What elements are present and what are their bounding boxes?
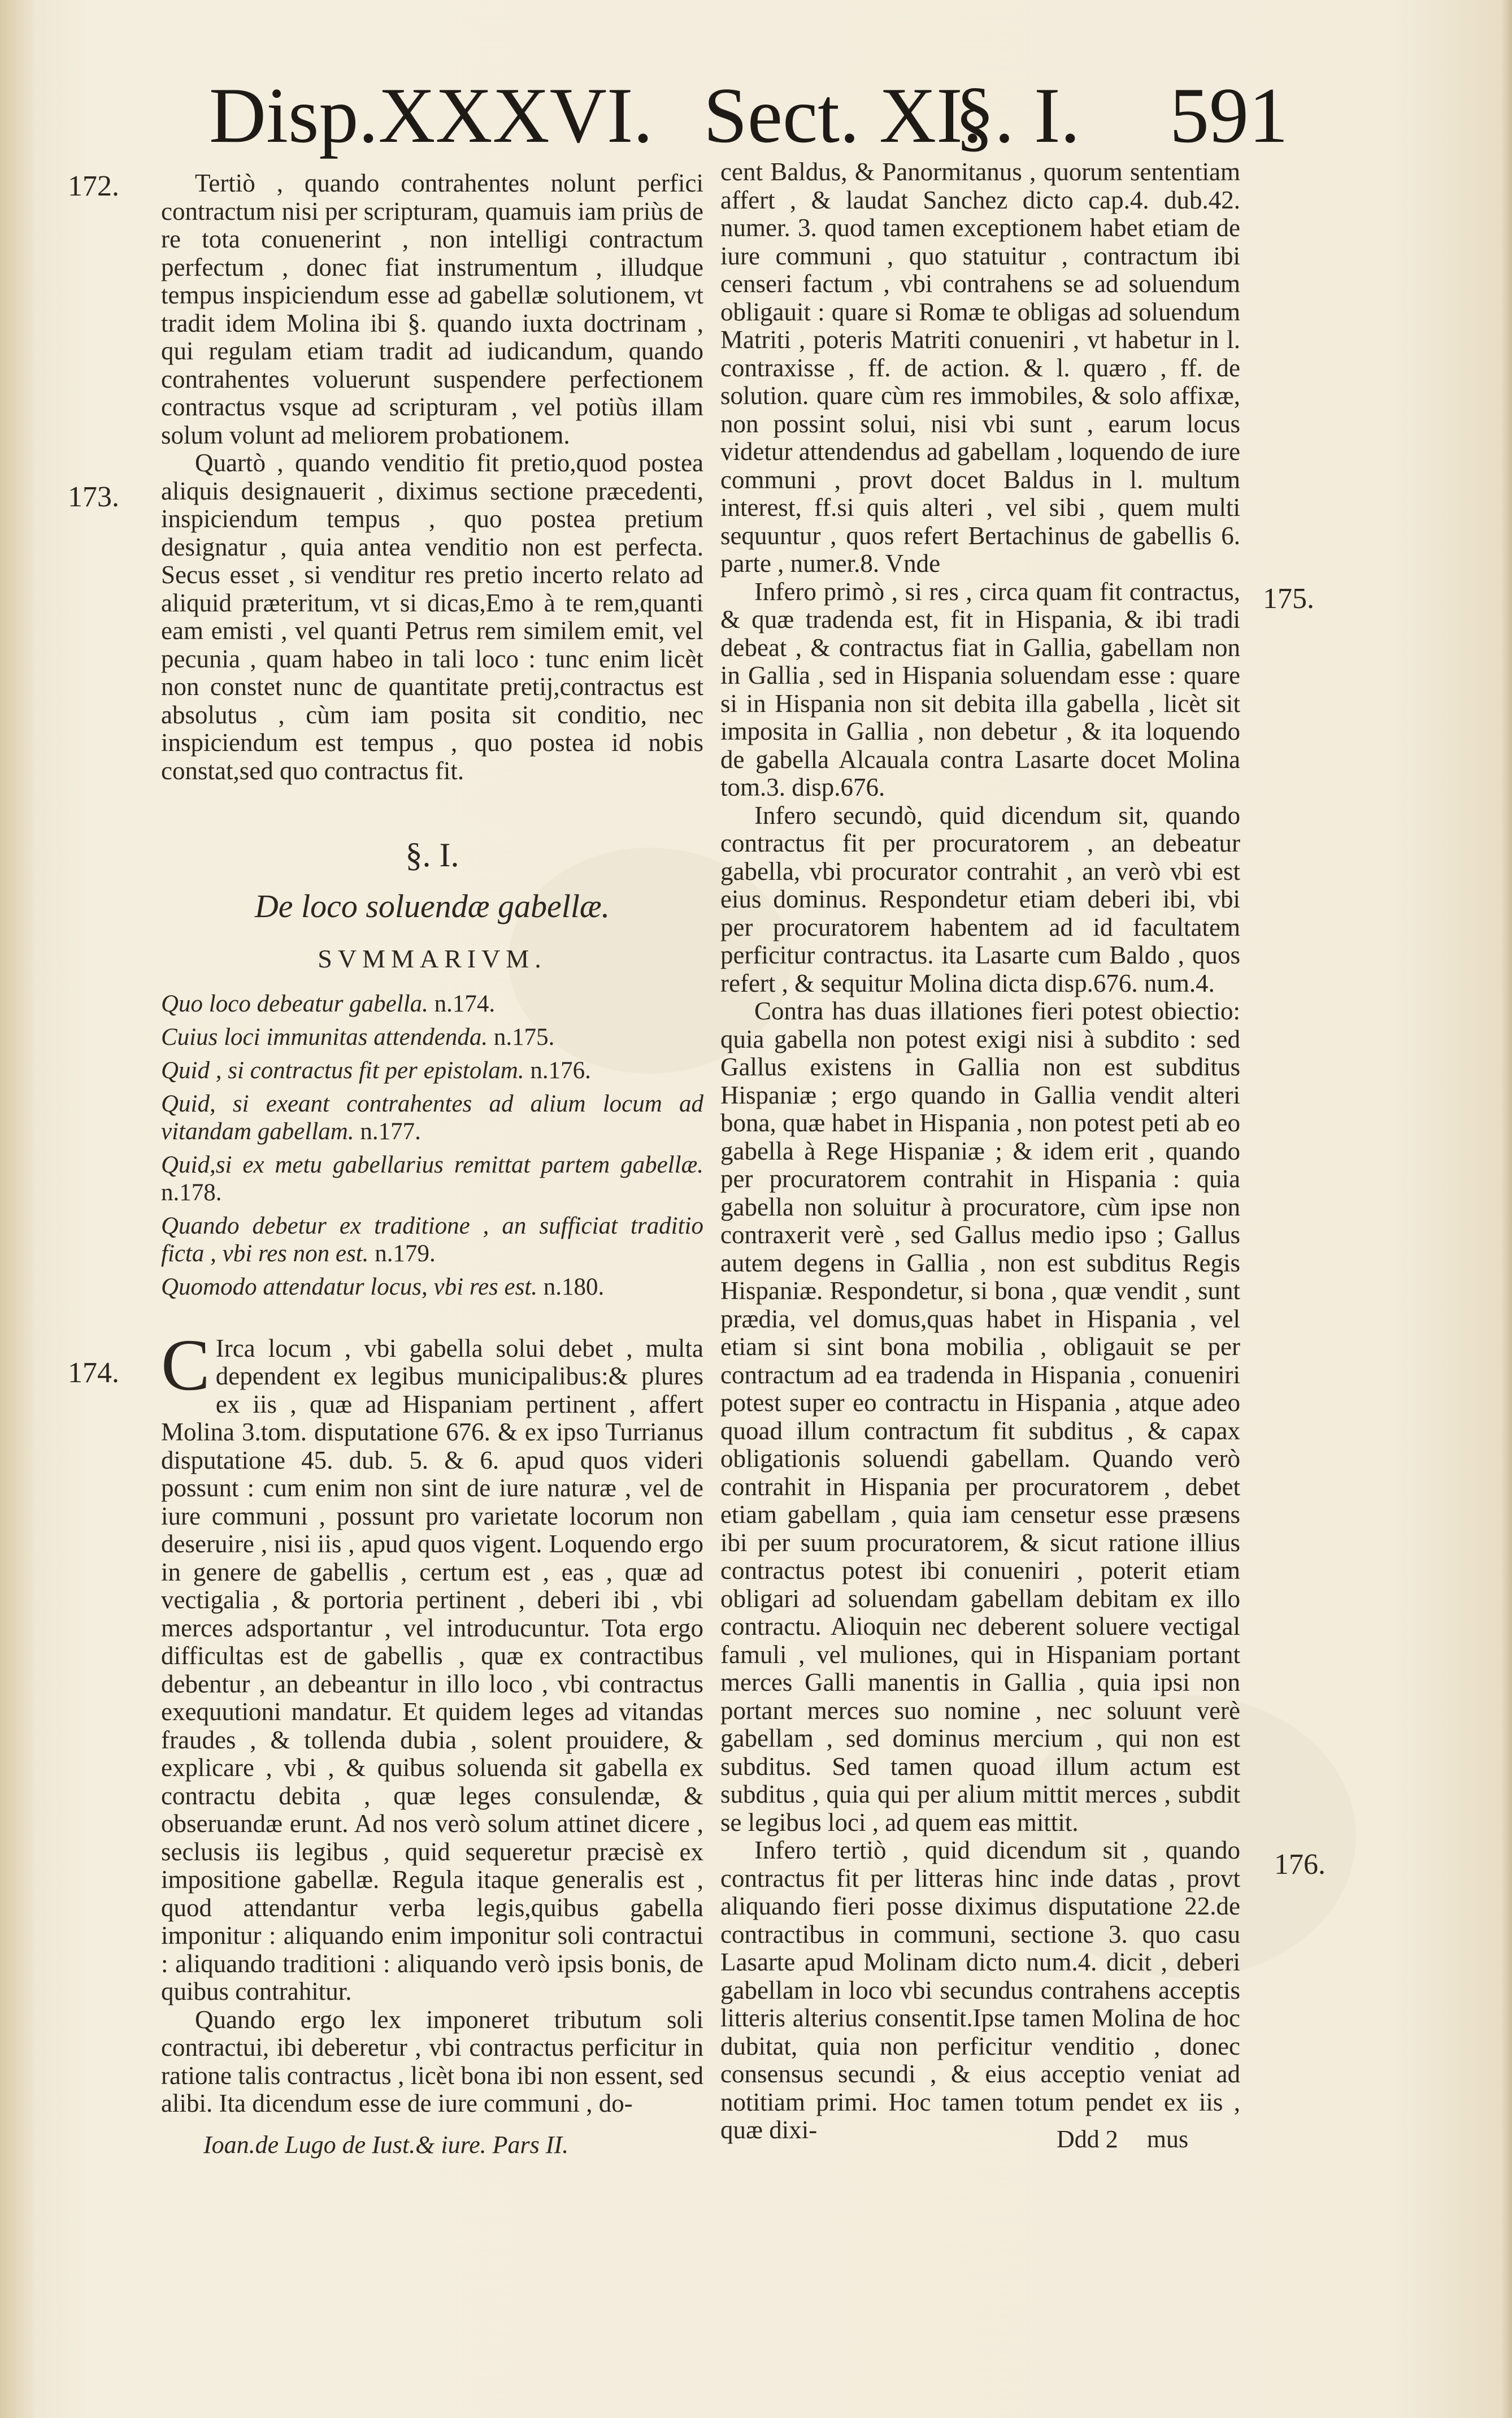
paragraph: Quando ergo lex imponeret tributum soli contractui, ibi deberetur , vbi contractus perficitur in ratione talis contractus , licèt bona ibi non essent, sed alibi. Ita dicendum esse de iure communi , do- [161,2005,703,2117]
summary-text: Quando debetur ex traditione , an sufficiat traditio ficta , vbi res non est. [161,1212,703,1267]
binding-gutter [0,0,34,2418]
summary-number: n.180. [537,1273,605,1300]
summary-text: Quid, si exeant contrahentes ad alium locum ad vitandam gabellam. [161,1090,703,1145]
margin-number-176: 176. [1274,1848,1326,1881]
summary-item [161,1023,703,1051]
paragraph: cent Baldus, & Panormitanus , quorum sententiam affert , & laudat Sanchez dicto cap.4. dub.42. numer. 3. quod tamen exceptionem habet etiam de iure communi , quo statuitur , contractum ibi censeri factum , vbi contrahens se ad soluendum obligauit : quare si Romæ te obligas ad soluendum Matriti , poteris Matriti conueniri , vt habetur in l. contraxisse , ff. de action. & l. quæro , ff. de solution. quare cùm res immobiles, & solo affixæ, non possint solui, nisi vbi sunt , earum locus videtur attendendus ad gabellam , loquendo de iure communi , provt docet Baldus in l. multum interest, ff.si quis alteri , vel sibi , quem multi sequuntur , quos refert Bertachinus de gabellis 6. parte , numer.8. Vnde [720,158,1240,578]
right-column [720,158,1240,2144]
margin-number-174: 174. [68,1357,119,1389]
summary-item [161,1090,703,1145]
paragraph: Quartò , quando venditio fit pretio,quod postea aliquis designauerit , diximus sectione præcedenti, inspiciendum tempus , quo postea pretium designatur , quia antea venditio non est perfecta. Secus esset , si venditur res pretio incerto relato ad aliquid præteritum, vt si dicas,Emo à te rem,quanti eam emisti , vel quanti Petrus rem similem emit, vel pecunia , quam habeo in tali loco : tunc enim licèt non constet nunc de quantitate pretij,contractus est absolutus , cùm iam posita sit conditio, nec inspiciendum est tempus , quo postea id nobis constat,sed quo contractus fit. [161,449,703,785]
drop-capital: C [161,1324,210,1406]
summary-number: n.177. [354,1118,421,1145]
summary-item [161,1057,703,1084]
summary-number: n.176. [524,1057,591,1084]
summary-item [161,1212,703,1267]
paragraph: Infero tertiò , quid dicendum sit , quando contractus fit per litteras hinc inde datas , provt aliquando fieri posse diximus disputatione 22.de contractibus in communi, sectione 3. quo casu Lasarte apud Molinam dicto num.4. dicit , deberi gabellam in loco vbi secundus contrahens acceptis litteris alterius consentit.Ipse tamen Molina de hoc dubitat, quia non perficitur venditio , donec consensus secundi , & eius acceptio veniat ad notitiam primi. Hoc tamen totum pendet ex iis , quæ dixi- [720,1836,1240,2144]
header-section: Sect. XI. [703,72,983,159]
footer-signature [1057,2125,1211,2154]
summary-item [161,1273,703,1301]
summary-list [161,990,703,1301]
paragraph-text: Irca locum , vbi gabella solui debet , multa dependent ex legibus municipalibus:& plures ex iis , quæ ad Hispaniam pertinent , affert Molina 3.tom. disputatione 676. & ex ipso Turrianus disputatione 45. dub. 5. & 6. apud quos videri possunt : cum enim non sint de iure naturæ , vel de iure communi , possunt pro varietate locorum non deseruire , nisi iis , apud quos vigent. Loquendo ergo in genere de gabellis , certum est , eas , quæ ad vectigalia , & portoria pertinent , deberi ibi , vbi merces adsportantur , vel introducuntur. Tota ergo difficultas est de gabellis , quæ ex contractibus debentur , an debeantur in illo loco , vbi contractus exequutioni mandatur. Et quidem leges ad vitandas fraudes , & tollenda dubia , solent prouidere, & explicare , vbi , & quibus soluenda sit gabella ex contractu debita , quæ leges consulendæ, & obseruandæ erunt. Ad nos verò solum attinet dicere , seclusis iis legibus , quid sequeretur præcisè ex impositione gabellæ. Regula itaque generalis est , quod attendantur verba legis,quibus gabella imponitur : aliquando enim imponitur soli contractui : aliquando traditioni : aliquando verò ipsis bonis, de quibus contrahitur. [161,1334,703,2005]
running-header [209,68,1288,164]
paragraph: Tertiò , quando contrahentes nolunt perfici contractum nisi per scripturam, quamuis iam priùs de re tota conuenerint , non intelligi contractum perfectum , donec fiat instrumentum , illudque tempus inspiciendum esse ad gabellæ solutionem, vt tradit idem Molina ibi §. quando iuxta doctrinam , qui regulam etiam tradit ad iudicandum, quando contrahentes voluerunt suspendere perfectionem contractus vsque ad scripturam , vel potiùs illam solum volunt ad meliorem probationem. [161,169,703,449]
summary-text: Quid,si ex metu gabellarius remittat partem gabellæ. [161,1151,703,1178]
summary-number: n.175. [488,1023,555,1050]
catchword: mus [1146,2125,1189,2153]
summarium-heading: SVMMARIVM. [318,944,547,973]
footer-author-title: Ioan.de Lugo de Iust.& iure. Pars II. [203,2131,569,2159]
summary-item [161,1151,703,1206]
summary-number: n.179. [368,1240,436,1267]
left-column [161,170,703,2118]
signature-mark: Ddd 2 [1057,2125,1118,2153]
paragraph: Contra has duas illationes fieri potest obiectio: quia gabella non potest exigi nisi à subdito : sed Gallus existens in Gallia non est subditus Hispaniæ ; ergo quando in Gallia vendit alteri bona, quæ habet in Hispania , non potest peti ab eo gabella à Rege Hispaniæ ; & idem erit , quando per procuratorem contrahit in Hispania : quia gabella non soluitur à procuratore, cùm ipse non contraxerit verè , sed Gallus medio ipso ; Gallus autem degens in Gallia , non est subditus Regis Hispaniæ. Respondetur, si bona , quæ vendit , sunt prædia, vel domus,quas habet in Hispania , vel etiam si sint bona mobilia , obligauit se per contractum ad ea tradenda in Hispania , conueniri potest super eo contractu in Hispania , atque adeo quoad illum contractum fit subditus , & capax obligationis soluendi gabellam. Quando verò contrahit in Hispania per procuratorem , debet etiam gabellam , quia iam censetur esse præsens ibi per suum procuratorem, & sicut ratione illius contractus potest ibi conueniri , poterit etiam obligari ad soluendam gabellam debitam ex illo contractu. Alioquin nec deberent soluere vectigal famuli , vel muliones, qui in Hispaniam portant merces Galli manentis in Gallia , quia ipsi non portant merces suo nomine , nec soluunt verè gabellam , sed dominus mercium , qui non est subditus. Sed tamen quoad illum actum est subditus , quia qui per alium mittit merces , subdit se legibus loci , ad quem eas mittit. [720,997,1240,1837]
header-paragraph: §. I. [955,72,1080,159]
paragraph: Infero secundò, quid dicendum sit, quando contractus fit per procuratorem , an debeatur gabella, vbi procurator contrahit , an verò vbi est eius dominus. Respondetur etiam deberi ibi, vbi per procuratorem habentem ad id facultatem perficitur contractus. ita Lasarte cum Baldo , quos refert , & sequitur Molina dicta disp.676. num.4. [720,801,1240,997]
page-edge [1501,0,1512,2418]
section-title: De loco soluendæ gabellæ. [254,887,610,924]
section-symbol: §. I. [405,836,459,874]
margin-number-175: 175. [1263,583,1314,615]
summary-item [161,990,703,1018]
margin-number-172: 172. [68,170,119,202]
summary-number: n.174. [428,990,496,1017]
summary-text: Quid , si contractus fit per epistolam. [161,1057,524,1084]
summary-number: n.178. [161,1179,222,1206]
page-number: 591 [1170,72,1288,159]
summary-text: Quo loco debeatur gabella. [161,990,428,1017]
margin-number-173: 173. [68,481,119,513]
summary-text: Cuius loci immunitas attendenda. [161,1023,488,1050]
paragraph [161,1324,703,2006]
paragraph: Infero primò , si res , circa quam fit contractus, & quæ tradenda est, fit in Hispania, & ibi tradi debeat , & contractus fiat in Gallia, gabellam non in Gallia , sed in Hispania soluendam esse : quare si in Hispania non sit debita illa gabella , licèt sit imposita in Gallia , non debetur , & ita loquendo de gabella Alcauala contra Lasarte docet Molina tom.3. disp.676. [720,577,1240,801]
summary-text: Quomodo attendatur locus, vbi res est. [161,1273,538,1300]
header-disputation: Disp.XXXVI. [209,72,653,159]
